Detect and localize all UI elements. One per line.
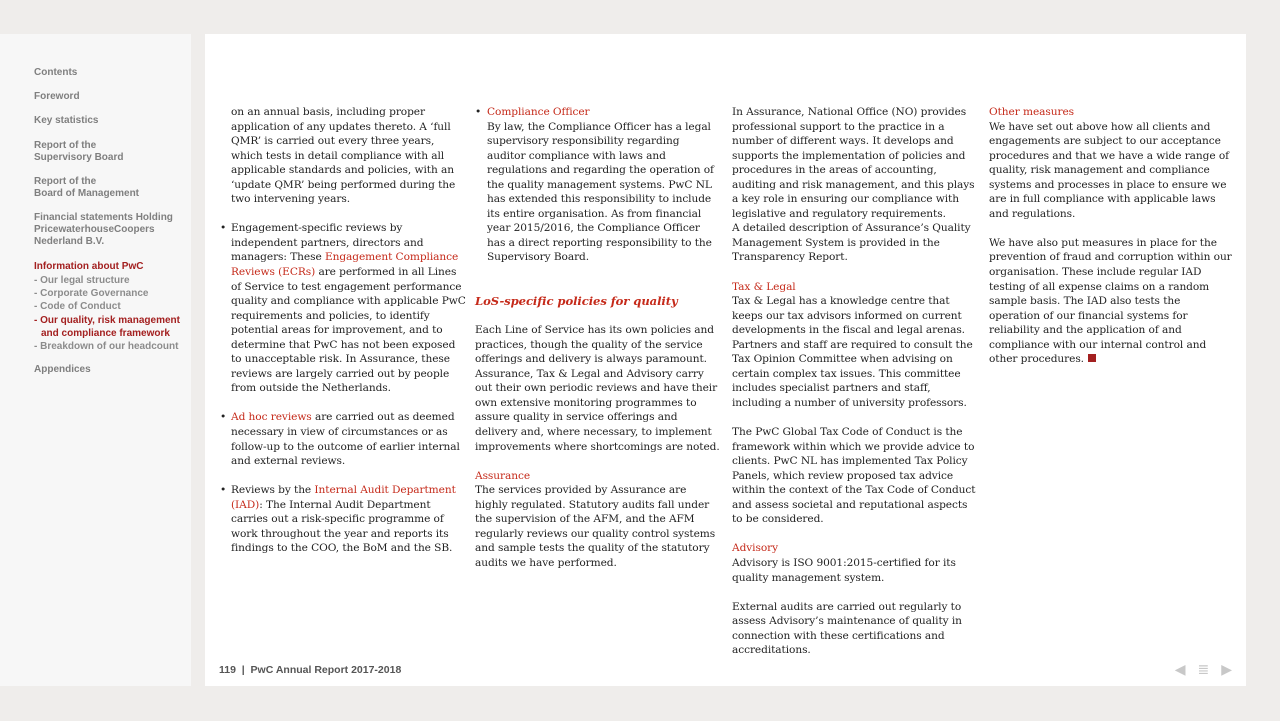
nav-report-board-of-management[interactable] [34,176,139,200]
previous-page-icon[interactable]: ◀ [1174,662,1186,678]
sub-nav-code-of-conduct[interactable]: - Code of Conduct [34,301,121,313]
bullet-icon: • [220,484,227,497]
text-column-1 [220,105,466,556]
text-column-4 [989,105,1234,367]
nav-foreword[interactable] [34,91,80,103]
next-page-icon[interactable]: ▶ [1221,662,1232,678]
text: Engagement-specific reviews by independent partners, directors and managers: These [231,222,424,264]
paragraph: The PwC Global Tax Code of Conduct is the framework within which we provide advice to clients. PwC NL has implemented Tax Policy Panels, which review proposed tax advice within the context of the Tax Code of Conduct and assess societal and reputational aspects to be considered. [732,426,976,526]
nav-label: Key statistics [34,115,99,126]
nav-financial-statements[interactable] [34,212,173,248]
link-ecrs[interactable]: Engagement Compliance Reviews (ECRs) [231,251,459,279]
subheading: Advisory [732,542,779,555]
nav-label: Report of the [34,176,97,187]
text: By law, the Compliance Officer has a legal supervisory responsibility regarding auditor compliance with laws and regulations and regarding the operation of the quality management systems. PwC NL has extended this responsibility to include its entire organisation. As from financial year 2015/2016, the Compliance Officer has a direct reporting responsibility to the Supervisory Board. [487,120,714,264]
subheading: Other measures [989,106,1075,118]
bullet-icon: • [220,411,227,424]
bullet-item [220,483,466,556]
sub-nav-legal-structure[interactable]: - Our legal structure [34,275,130,286]
nav-report-supervisory-board[interactable] [34,140,123,164]
text: : The Internal Audit Department carries out a risk-specific programme of work throughout the year and reports its findings to the COO, the BoM and the SB. [231,498,453,555]
nav-information-about-pwc[interactable] [34,261,189,353]
paragraph [989,236,1234,367]
sidebar [0,34,191,686]
end-of-section-icon [1088,354,1096,362]
nav-label: Appendices [34,364,91,375]
nav-label: Financial statements Holding [34,212,173,223]
bullet-item [220,221,466,396]
page-footer: 119 | PwC Annual Report 2017-2018 [219,664,402,676]
bullet-item [220,410,466,468]
sub-nav [34,274,189,353]
nav-appendices[interactable] [34,364,91,376]
paragraph: External audits are carried out regularly to assess Advisory’s maintenance of quality in connection with these certifications and accreditations. [732,600,962,657]
paragraph: We have set out above how all clients and engagements are subject to our acceptance procedures and that we have a wide range of quality, risk management and compliance systems and processes in place to ensure we are in full compliance with applicable laws and regulations. [989,120,1229,220]
nav-contents[interactable] [34,67,77,79]
subheading: Assurance [475,469,531,482]
text: are performed in all Lines of Service to test engagement performance quality and compliance with applicable PwC requirements and policies, to identify potential areas for improvement, and to determine that PwC has not been exposed to unacceptable risk. In Assurance, these reviews are largely carried out by people from outside the Netherlands. [231,266,466,395]
paragraph: A detailed description of Assurance’s Quality Management System is provided in the Transparency Report. [732,222,971,264]
nav-label: Nederland B.V. [34,236,105,247]
paragraph: on an annual basis, including proper application of any updates thereto. A ‘full QMR’ is carried out every three years, which tests in detail compliance with all applicable standards and policies, with an ‘update QMR’ being performed during the two intervening years. [231,106,456,206]
sub-nav-headcount[interactable]: - Breakdown of our headcount [34,341,179,353]
sub-nav-quality-risk-compliance[interactable]: - Our quality, risk management and compliance framework [34,314,180,339]
nav-label: Board of Management [34,188,140,199]
nav-key-statistics[interactable] [34,115,98,127]
section-heading: LoS-specific policies for quality [475,294,678,309]
nav-label: Contents [34,67,78,78]
paragraph: Advisory is ISO 9001:2015-certified for its quality management system. [732,556,956,584]
text: Reviews by the [231,484,315,497]
nav-label: Information about PwC [34,261,144,272]
page-navigation [1175,662,1232,678]
nav-label: Foreword [34,91,80,102]
nav-label: Report of the [34,140,97,151]
menu-icon[interactable]: ≣ [1197,662,1210,678]
link-iad[interactable]: Internal Audit Department (IAD) [231,484,456,511]
bullet-icon: • [475,106,482,118]
report-page [205,34,1246,686]
sub-nav-corporate-governance[interactable]: - Corporate Governance [34,288,149,300]
paragraph: Tax & Legal has a knowledge centre that keeps our tax advisors informed on current developments in the fiscal and legal arenas. Partners and staff are required to consult the Tax Opinion Committee when advising on certain complex tax issues. This committee includes specialist partners and staff, including a number of university professors. [732,295,973,409]
bullet-item [475,105,720,265]
paragraph: In Assurance, National Office (NO) provides professional support to the practice in a number of different ways. It develops and supports the implementation of policies and procedures in the areas of accounting, auditing and risk management, and this plays a key role in ensuring our compliance with legislative and regulatory requirements. [732,106,975,220]
bullet-icon: • [220,222,227,235]
paragraph: Each Line of Service has its own policies and practices, though the quality of the service offerings and delivery is always paramount. Assurance, Tax & Legal and Advisory carry out their own periodic reviews and have their own extensive monitoring programmes to assure quality in service offerings and delivery and, where necessary, to implement improvements where shortcomings are noted. [475,324,720,453]
text-column-3 [732,105,977,658]
nav-label: Supervisory Board [34,152,124,163]
link-ad-hoc-reviews[interactable]: Ad hoc reviews [231,411,312,424]
subheading: Tax & Legal [732,280,796,293]
link-compliance-officer[interactable]: Compliance Officer [487,106,590,118]
text: We have also put measures in place for the prevention of fraud and corruption within our organisation. These include regular IAD testing of all expense claims on a random sample basis. The IAD also tests the operation of our financial systems for reliability and the application of and compliance with our internal control and other procedures. [989,236,1232,366]
text: are carried out as deemed necessary in view of circumstances or as follow-up to the outcome of earlier internal and external reviews. [231,411,460,468]
nav-label: PricewaterhouseCoopers [34,224,155,235]
text-column-2 [475,105,720,571]
paragraph: The services provided by Assurance are highly regulated. Statutory audits fall under the supervision of the AFM, and the AFM regularly reviews our quality control systems and sample tests the quality of the statutory audits we have performed. [475,484,716,569]
